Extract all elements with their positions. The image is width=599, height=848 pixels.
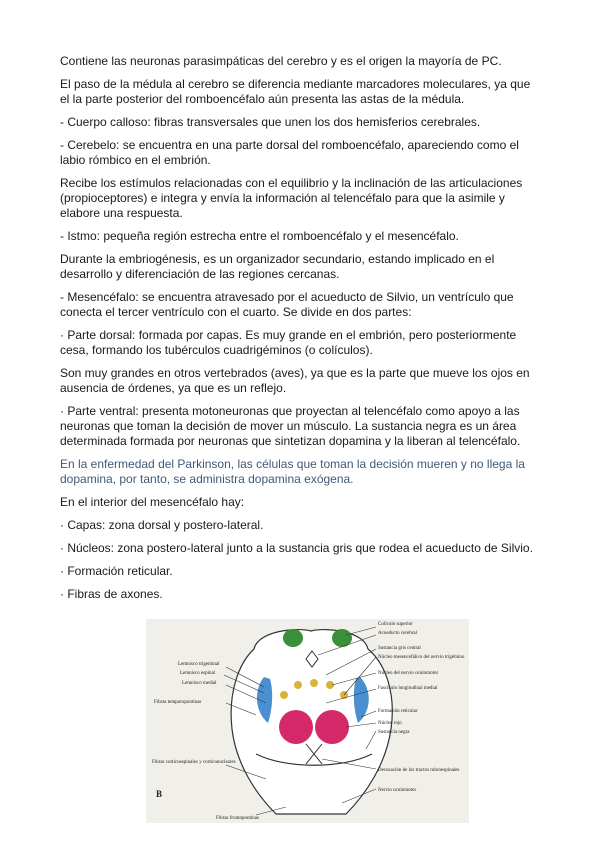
midbrain-diagram — [146, 619, 469, 823]
label-nucleo-mesencefalico: Núcleo mesencefálico del nervio trigémino — [378, 655, 465, 660]
label-acueducto-cerebral: Acueducto cerebral — [378, 631, 418, 636]
label-coliculo-superior: Colículo superior — [378, 622, 413, 627]
panel-letter: B — [156, 789, 163, 799]
red-nucleus-left — [279, 710, 313, 744]
superior-colliculus-left — [283, 629, 303, 647]
paragraph: · Parte dorsal: formada por capas. Es muy grande en el embrión, pero posteriormente cesa, formando los tubérculos cuadrigéminos (o colículos). — [60, 328, 517, 357]
label-lemnisco-medial: Lemnisco medial — [182, 681, 217, 686]
paragraph: - Cuerpo calloso: fibras transversales que unen los dos hemisferios cerebrales. — [60, 115, 481, 129]
paragraph: Son muy grandes en otros vertebrados (aves), ya que es la parte que mueve los ojos en ausencia de órdenes, ya que es un reflejo. — [60, 366, 530, 395]
paragraph: Durante la embriogénesis, es un organizador secundario, estando implicado en el desarrollo y diferenciación de las regiones cercanas. — [60, 252, 495, 281]
red-nucleus-right — [315, 710, 349, 744]
paragraph: · Capas: zona dorsal y postero-lateral. — [60, 518, 264, 532]
label-lemnisco-trigeminal: Lemnisco trigeminal — [178, 662, 220, 667]
paragraph: En el interior del mesencéfalo hay: — [60, 495, 245, 509]
paragraph: · Fibras de axones. — [60, 587, 163, 601]
paragraph: El paso de la médula al cerebro se diferencia mediante marcadores moleculares, ya que el la parte posterior del romboencéfalo aún presenta las astas de la médula. — [60, 77, 531, 106]
paragraph: · Formación reticular. — [60, 564, 173, 578]
label-decusacion: Decusación de los tractos rubroespinales — [378, 768, 460, 773]
paragraph: Recibe los estímulos relacionadas con el equilibrio y la inclinación de las articulaciones (propioceptores) e integra y envía la información al telencéfalo para que la asimile y elabore una respuesta. — [60, 176, 523, 220]
document-body — [60, 54, 540, 610]
label-sustancia-gris-central: Sustancia gris central — [378, 646, 421, 651]
label-nervio-oculomotor: Nervio oculomotor — [378, 788, 417, 793]
label-fibras-frontopontinas: Fibras frontopontinas — [216, 816, 259, 821]
paragraph: En la enfermedad del Parkinson, las células que toman la decisión mueren y no llega la dopamina, por tanto, se administra dopamina exógena. — [60, 457, 525, 486]
label-fibras-temporopontinas: Fibras temporopontinas — [154, 700, 202, 705]
paragraph: - Cerebelo: se encuentra en una parte dorsal del romboencéfalo, apareciendo como el labio rómbico en el embrión. — [60, 138, 519, 167]
paragraph: Contiene las neuronas parasimpáticas del cerebro y es el origen la mayoría de PC. — [60, 54, 502, 68]
label-sustancia-negra: Sustancia negra — [378, 730, 410, 735]
figure-left-labels — [152, 662, 236, 799]
paragraph: · Núcleos: zona postero-lateral junto a la sustancia gris que rodea el acueducto de Silvio. — [60, 541, 533, 555]
mesencephalic-nucleus-left — [280, 691, 288, 699]
label-nucleo-rojo: Núcleo rojo — [378, 721, 402, 726]
label-lemnisco-espinal: Lemnisco espinal — [180, 671, 216, 676]
oculomotor-nucleus-left — [294, 681, 302, 689]
label-fasciculo-longitudinal: Fascículo longitudinal medial — [378, 686, 438, 691]
paragraph: - Mesencéfalo: se encuentra atravesado por el acueducto de Silvio, un ventrículo que conecta el tercer ventrículo con el cuarto. Se divide en dos partes: — [60, 290, 514, 319]
paragraph: - Istmo: pequeña región estrecha entre el romboencéfalo y el mesencéfalo. — [60, 229, 459, 243]
label-fibras-corticoespinales: Fibras corticoespinales y corticonucleares — [152, 760, 236, 765]
label-formacion-reticular: Formación reticular — [378, 709, 418, 714]
midbrain-figure — [146, 619, 469, 823]
oculomotor-nucleus-mid — [310, 679, 318, 687]
paragraph: · Parte ventral: presenta motoneuronas que proyectan al telencéfalo como apoyo a las neuronas que toman la decisión de mover un músculo. La sustancia negra es un área determinada formada por neuronas que sintetizan dopamina y la liberan al telencéfalo. — [60, 404, 521, 448]
label-nucleo-oculomotor: Núcleo del nervio oculomotor — [378, 671, 439, 676]
